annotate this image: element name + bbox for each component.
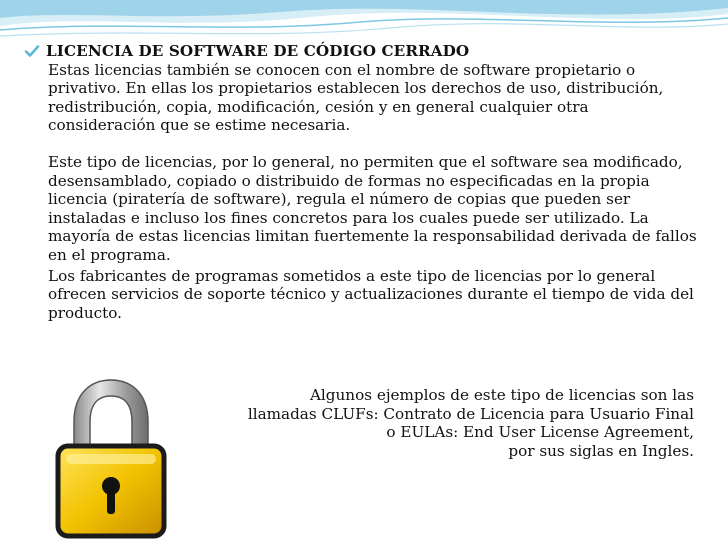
- slide-body: [24, 42, 700, 322]
- closing-line: Algunos ejemplos de este tipo de licencias son las: [309, 386, 694, 404]
- heading-text: LICENCIA DE SOFTWARE DE CÓDIGO CERRADO: [46, 42, 470, 60]
- closing-line: llamadas CLUFs: Contrato de Licencia para Usuario Final: [247, 404, 694, 423]
- paragraph-3: Los fabricantes de programas sometidos a este tipo de licencias por lo general ofrecen servicios de soporte técnico y actualizaciones durante el tiempo de vida del producto.: [48, 266, 694, 322]
- checkmark-bullet-icon: [24, 43, 40, 59]
- padlock-icon: [52, 374, 170, 540]
- closing-note: [200, 386, 694, 460]
- paragraph-1: Estas licencias también se conocen con el nombre de software propietario o privativo. En ellas los propietarios establecen los derechos de uso, distribución, redistribución, copia, modificación, cesión y en general cualquier otra consideración que se estime necesaria.: [48, 60, 664, 135]
- slide-heading: [24, 42, 700, 61]
- closing-line: o EULAs: End User License Agreement,: [386, 423, 694, 442]
- paragraph-2: Este tipo de licencias, por lo general, no permiten que el software sea modificado, desensamblado, copiado o distribuido de formas no especificadas en la propia licencia (piratería de software), regula el número de copias que pueden ser instaladas e incluso los fines concretos para los cuales puede ser utilizado. La mayoría de estas licencias limitan fuertemente la responsabilidad derivada de fallos en el programa.: [48, 152, 697, 264]
- closing-line: por sus siglas en Ingles.: [508, 441, 694, 460]
